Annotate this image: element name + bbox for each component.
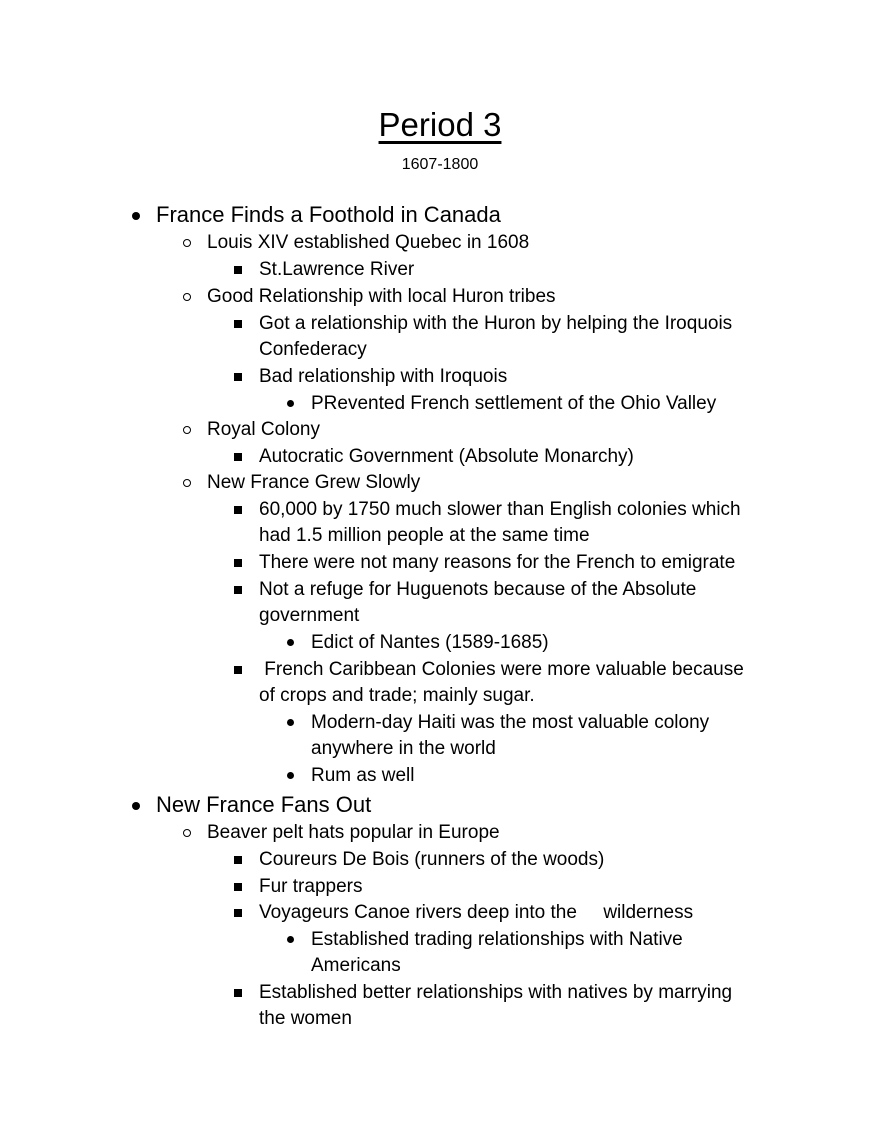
outline-item: Louis XIV established Quebec in 1608	[207, 232, 530, 253]
bullet-circle-icon	[183, 829, 191, 837]
outline-item: Not a refuge for Huguenots because of the Absolute	[259, 579, 697, 600]
outline-item: Modern-day Haiti was the most valuable colony	[311, 712, 710, 733]
outline-item-continuation: of crops and trade; mainly sugar.	[259, 685, 535, 706]
bullet-disc-icon	[132, 802, 140, 810]
outline-item: There were not many reasons for the French to emigrate	[259, 552, 736, 573]
outline-item: Royal Colony	[207, 419, 320, 440]
outline-item: Edict of Nantes (1589-1685)	[311, 632, 549, 653]
bullet-disc-icon	[287, 719, 294, 726]
outline-item: Established better relationships with natives by marrying	[259, 982, 733, 1003]
section-heading: France Finds a Foothold in Canada	[156, 202, 501, 227]
outline-item: Fur trappers	[259, 876, 363, 897]
bullet-disc-icon	[287, 639, 294, 646]
outline-item: New France Grew Slowly	[207, 472, 421, 493]
outline-item-continuation: government	[259, 605, 360, 626]
outline-item: PRevented French settlement of the Ohio Valley	[311, 393, 717, 414]
outline-item: St.Lawrence River	[259, 259, 415, 280]
bullet-circle-icon	[183, 239, 191, 247]
outline-item: Rum as well	[311, 765, 415, 786]
bullet-square-icon	[234, 666, 242, 674]
outline-item-continuation: the women	[259, 1008, 352, 1029]
outline-item: Got a relationship with the Huron by helping the Iroquois	[259, 313, 733, 334]
bullet-disc-icon	[287, 400, 294, 407]
bullet-square-icon	[234, 373, 242, 381]
outline-item: Bad relationship with Iroquois	[259, 366, 508, 387]
outline-item: Voyageurs Canoe rivers deep into the wilderness	[259, 902, 694, 923]
bullet-square-icon	[234, 506, 242, 514]
bullet-disc-icon	[132, 212, 140, 220]
outline-item: Beaver pelt hats popular in Europe	[207, 822, 500, 843]
outline-item-continuation: Americans	[311, 955, 401, 976]
bullet-square-icon	[234, 559, 242, 567]
bullet-square-icon	[234, 883, 242, 891]
page-title: Period 3	[378, 106, 502, 143]
bullet-circle-icon	[183, 426, 191, 434]
bullet-square-icon	[234, 909, 242, 917]
bullet-square-icon	[234, 266, 242, 274]
outline-item: Established trading relationships with Native	[311, 929, 683, 950]
outline-item-continuation: had 1.5 million people at the same time	[259, 525, 590, 546]
outline-item-continuation: anywhere in the world	[311, 738, 496, 759]
outline-item: French Caribbean Colonies were more valuable because	[259, 659, 744, 680]
bullet-square-icon	[234, 453, 242, 461]
bullet-square-icon	[234, 989, 242, 997]
bullet-square-icon	[234, 320, 242, 328]
bullet-disc-icon	[287, 936, 294, 943]
page-subtitle-dates: 1607-1800	[401, 156, 479, 173]
outline-item: Coureurs De Bois (runners of the woods)	[259, 849, 605, 870]
outline-item: Autocratic Government (Absolute Monarchy)	[259, 446, 634, 467]
bullet-disc-icon	[287, 772, 294, 779]
outline-item: 60,000 by 1750 much slower than English colonies which	[259, 499, 741, 520]
bullet-circle-icon	[183, 479, 191, 487]
section-heading: New France Fans Out	[156, 792, 372, 817]
bullet-circle-icon	[183, 293, 191, 301]
bullet-square-icon	[234, 856, 242, 864]
outline-item-continuation: Confederacy	[259, 339, 367, 360]
outline-item: Good Relationship with local Huron tribes	[207, 286, 556, 307]
bullet-square-icon	[234, 586, 242, 594]
